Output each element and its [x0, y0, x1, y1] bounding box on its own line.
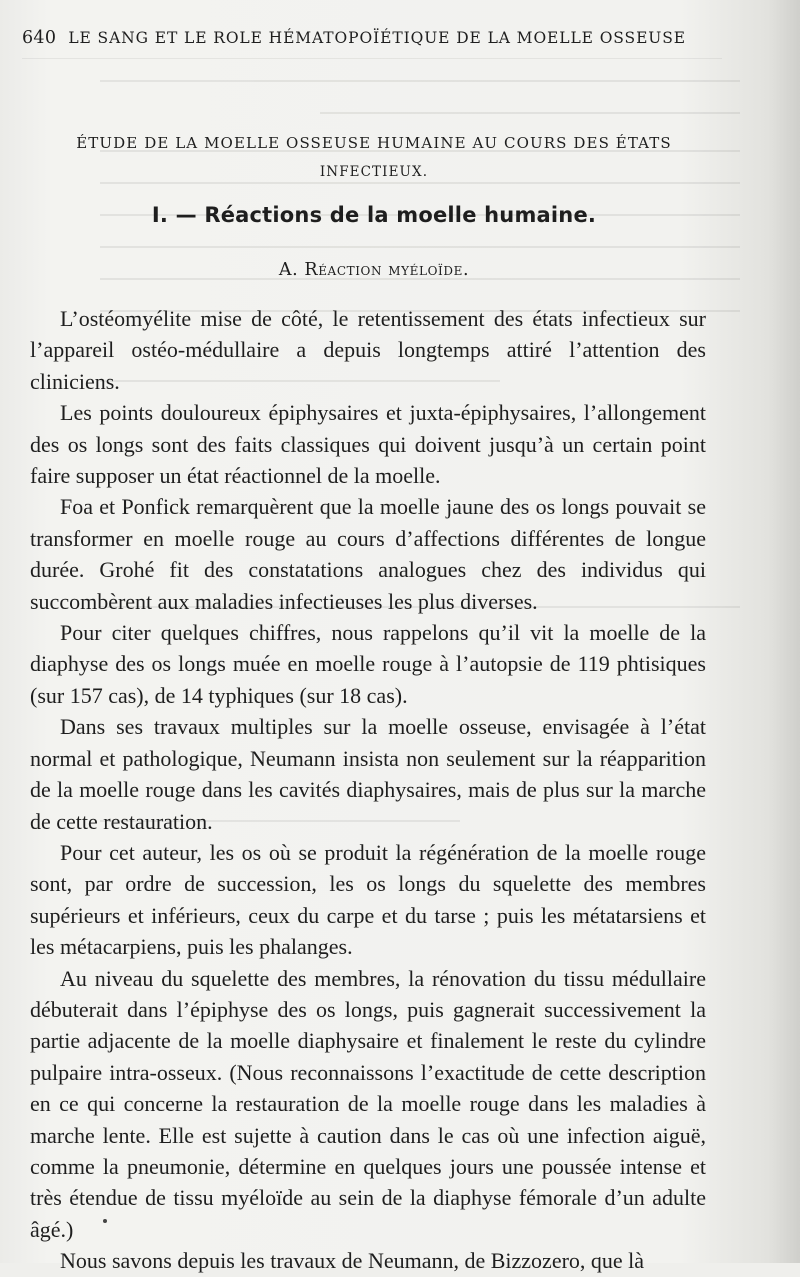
running-title: LE SANG ET LE ROLE HÉMATOPOÏÉTIQUE DE LA MOELLE OSSEUSE — [68, 29, 686, 47]
part-heading: I. — Réactions de la moelle humaine. — [151, 203, 597, 227]
ink-speck — [103, 1219, 107, 1223]
paragraph: L’ostéomyélite mise de côté, le retentissement des états infectieux sur l’appareil ostéo-médullaire a depuis longtemps attiré l’attention des cliniciens. — [30, 306, 706, 394]
header-rule — [22, 58, 722, 59]
page-number: 640 — [22, 28, 57, 48]
paragraph: Au niveau du squelette des membres, la rénovation du tissu médullaire débuterait dans l’épiphyse des os longs, puis gagnerait successivement la partie adjacente de la moelle diaphysaire et finalement le reste du cylindre pulpaire intra-osseux. (Nous reconnaissons l’exactitude de cette description en ce qui concerne la restauration de la moelle rouge dans les maladies à marche lente. Elle est sujette à caution dans le cas où une infection aiguë, comme la pneumonie, détermine en quelques jours une poussée intense et très étendue de tissu myéloïde au sein de la diaphyse fémorale d’un adulte âgé.) — [30, 965, 706, 1242]
paragraph: Foa et Ponfick remarquèrent que la moelle jaune des os longs pouvait se transformer en moelle rouge au cours d’affections différentes de longue durée. Grohé fit des constatations analogues chez des individus qui succombèrent aux maladies infectieuses les plus diverses. — [30, 494, 706, 614]
subheading: A. Réaction myéloïde. — [278, 260, 470, 280]
body-text — [30, 303, 706, 1277]
paragraph: Pour citer quelques chiffres, nous rappelons qu’il vit la moelle de la diaphyse des os longs muée en moelle rouge à l’autopsie de 119 phtisiques (sur 157 cas), de 14 typhiques (sur 18 cas). — [30, 620, 706, 708]
section-title-line-1: ÉTUDE DE LA MOELLE OSSEUSE HUMAINE AU COURS DES ÉTATS — [76, 134, 672, 152]
paragraph: Nous savons depuis les travaux de Neumann, de Bizzozero, que là — [60, 1248, 645, 1274]
paragraph: Pour cet auteur, les os où se produit la régénération de la moelle rouge sont, par ordre de succession, les os longs du squelette des membres supérieurs et inférieurs, ceux du carpe et du tarse ; puis les métatarsiens et les métacarpiens, puis les phalanges. — [30, 839, 706, 960]
paragraph: Dans ses travaux multiples sur la moelle osseuse, envisagée à l’état normal et pathologique, Neumann insista non seulement sur la réapparition de la moelle rouge dans les cavités diaphysaires, mais de plus sur la marche de cette restauration. — [30, 714, 706, 834]
section-title-line-2: INFECTIEUX. — [319, 164, 429, 180]
running-header — [22, 28, 760, 48]
paragraph: Les points douloureux épiphysaires et juxta-épiphysaires, l’allongement des os longs sont des faits classiques qui doivent jusqu’à un certain point faire supposer un état réactionnel de la moelle. — [30, 400, 706, 489]
